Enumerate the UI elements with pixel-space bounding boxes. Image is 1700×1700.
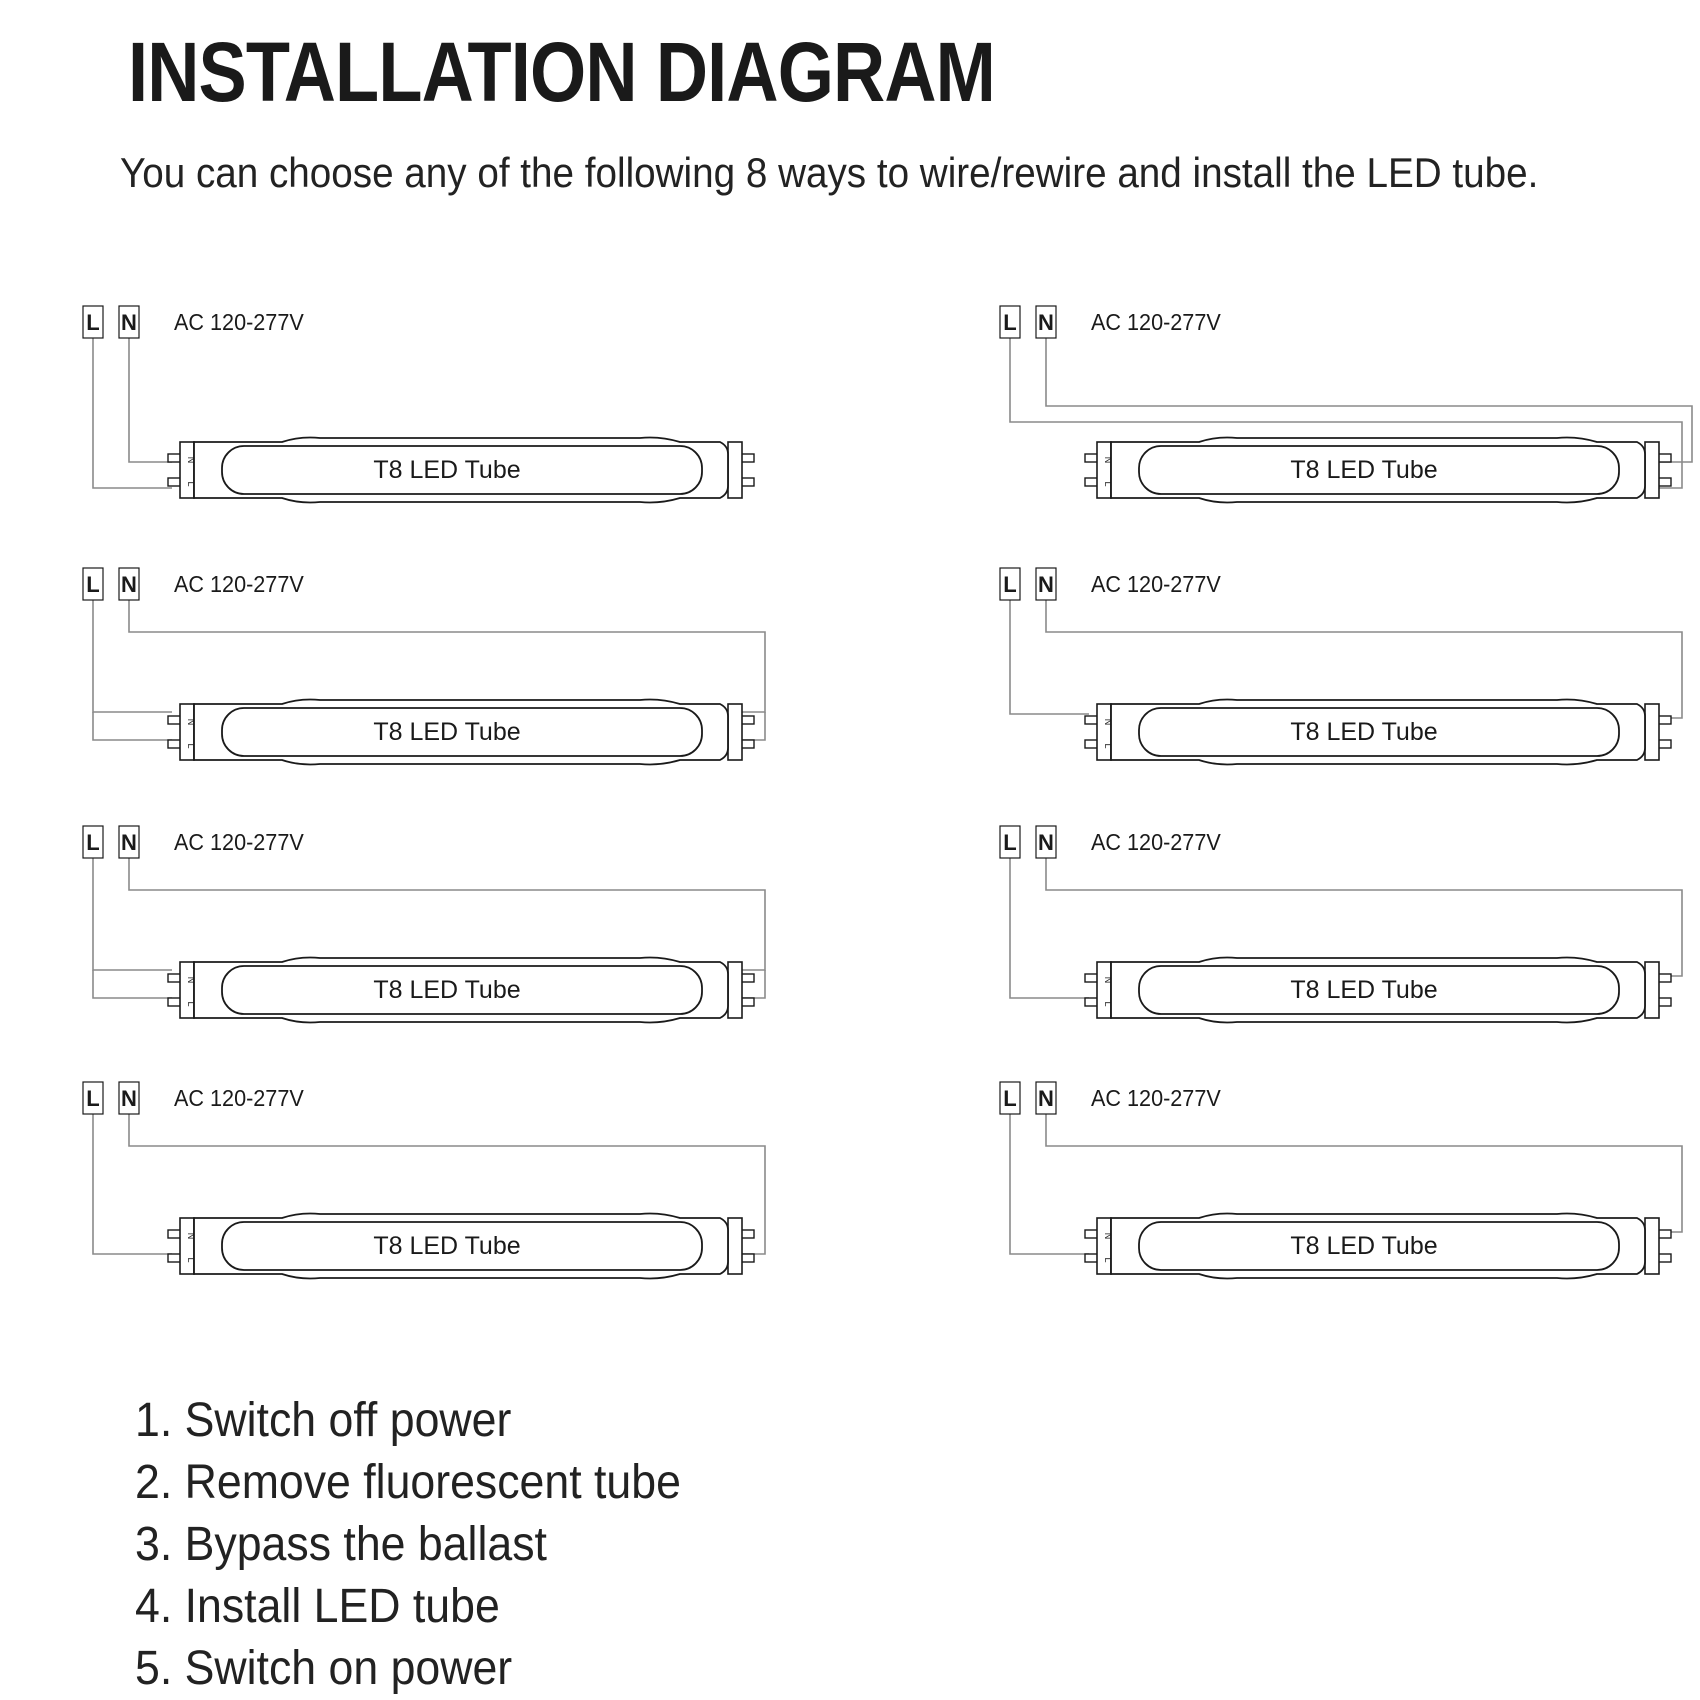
tube-label: T8 LED Tube: [1290, 976, 1438, 1004]
wire: [1010, 1114, 1089, 1254]
neutral-terminal-label: N: [121, 830, 137, 855]
tube-label: T8 LED Tube: [1290, 1232, 1438, 1260]
tube-end-cap: [180, 962, 194, 1018]
neutral-terminal-label: N: [121, 310, 137, 335]
wiring-diagram-1: [83, 306, 754, 503]
line-terminal-label: L: [1003, 310, 1017, 335]
voltage-label: AC 120-277V: [174, 571, 304, 598]
wire: [93, 712, 172, 740]
tube-pin-label-n: N: [1103, 1232, 1113, 1240]
wire: [93, 858, 172, 970]
line-terminal-label: L: [1003, 830, 1017, 855]
tube-end-cap: [180, 704, 194, 760]
line-terminal-label: L: [86, 1086, 100, 1111]
tube-end-cap: [1645, 962, 1659, 1018]
tube-end-cap: [180, 1218, 194, 1274]
wire: [93, 1114, 172, 1254]
neutral-terminal-label: N: [1038, 572, 1054, 597]
page-subtitle: You can choose any of the following 8 ways to wire/rewire and install the LED tube.: [120, 149, 1539, 196]
wiring-diagram-3: [83, 826, 765, 1023]
voltage-label: AC 120-277V: [1091, 571, 1221, 598]
installation-steps: [135, 1390, 722, 1700]
wiring-diagram-8: [1000, 1082, 1682, 1279]
step-item: 1. Switch off power: [135, 1394, 512, 1447]
voltage-label: AC 120-277V: [1091, 1085, 1221, 1112]
tube-end-cap: [728, 442, 742, 498]
voltage-label: AC 120-277V: [174, 309, 304, 336]
tube-end-cap: [1645, 1218, 1659, 1274]
wire: [1010, 600, 1089, 714]
wire: [93, 338, 172, 488]
voltage-label: AC 120-277V: [1091, 829, 1221, 856]
tube-end-cap: [728, 1218, 742, 1274]
neutral-terminal-label: N: [1038, 1086, 1054, 1111]
tube-pin-label-l: L: [186, 1001, 196, 1007]
line-terminal-label: L: [86, 830, 100, 855]
voltage-label: AC 120-277V: [174, 1085, 304, 1112]
step-item: 3. Bypass the ballast: [135, 1518, 547, 1571]
wiring-diagram-5: [1000, 306, 1692, 503]
tube-end-cap: [1645, 704, 1659, 760]
wire: [129, 338, 172, 462]
wiring-diagram-4: [83, 1082, 765, 1279]
tube-pin-label-l: L: [1103, 1257, 1113, 1263]
voltage-label: AC 120-277V: [174, 829, 304, 856]
step-item: 2. Remove fluorescent tube: [135, 1456, 681, 1509]
tube-label: T8 LED Tube: [373, 718, 521, 746]
wiring-diagram-2: [83, 568, 765, 765]
tube-end-cap: [1097, 962, 1111, 1018]
tube-end-cap: [1645, 442, 1659, 498]
tube-label: T8 LED Tube: [1290, 718, 1438, 746]
wire: [1010, 858, 1089, 998]
page-title: INSTALLATION DIAGRAM: [128, 25, 995, 119]
tube-label: T8 LED Tube: [373, 456, 521, 484]
tube-pin-label-n: N: [186, 976, 196, 984]
tube-label: T8 LED Tube: [1290, 456, 1438, 484]
line-terminal-label: L: [86, 572, 100, 597]
tube-pin-label-n: N: [186, 456, 196, 464]
tube-end-cap: [1097, 1218, 1111, 1274]
neutral-terminal-label: N: [1038, 310, 1054, 335]
tube-pin-label-l: L: [1103, 481, 1113, 487]
tube-end-cap: [728, 962, 742, 1018]
tube-pin-label-n: N: [1103, 976, 1113, 984]
tube-end-cap: [728, 704, 742, 760]
tube-pin-label-n: N: [1103, 456, 1113, 464]
tube-end-cap: [1097, 704, 1111, 760]
tube-end-cap: [180, 442, 194, 498]
tube-pin-label-n: N: [186, 718, 196, 726]
line-terminal-label: L: [86, 310, 100, 335]
step-item: 5. Switch on power: [135, 1642, 513, 1695]
voltage-label: AC 120-277V: [1091, 309, 1221, 336]
neutral-terminal-label: N: [121, 1086, 137, 1111]
tube-pin-label-l: L: [186, 481, 196, 487]
wiring-diagrams: [0, 300, 1700, 1320]
tube-end-cap: [1097, 442, 1111, 498]
wiring-diagram-6: [1000, 568, 1682, 765]
neutral-terminal-label: N: [121, 572, 137, 597]
wire: [93, 970, 172, 998]
tube-pin-label-n: N: [1103, 718, 1113, 726]
line-terminal-label: L: [1003, 1086, 1017, 1111]
tube-label: T8 LED Tube: [373, 976, 521, 1004]
tube-pin-label-l: L: [1103, 1001, 1113, 1007]
tube-pin-label-l: L: [186, 743, 196, 749]
tube-pin-label-l: L: [186, 1257, 196, 1263]
neutral-terminal-label: N: [1038, 830, 1054, 855]
tube-pin-label-n: N: [186, 1232, 196, 1240]
wire: [93, 600, 172, 712]
tube-pin-label-l: L: [1103, 743, 1113, 749]
wiring-diagram-7: [1000, 826, 1682, 1023]
tube-label: T8 LED Tube: [373, 1232, 521, 1260]
step-item: 4. Install LED tube: [135, 1580, 500, 1633]
line-terminal-label: L: [1003, 572, 1017, 597]
wire: [129, 600, 765, 712]
wire: [129, 858, 765, 970]
